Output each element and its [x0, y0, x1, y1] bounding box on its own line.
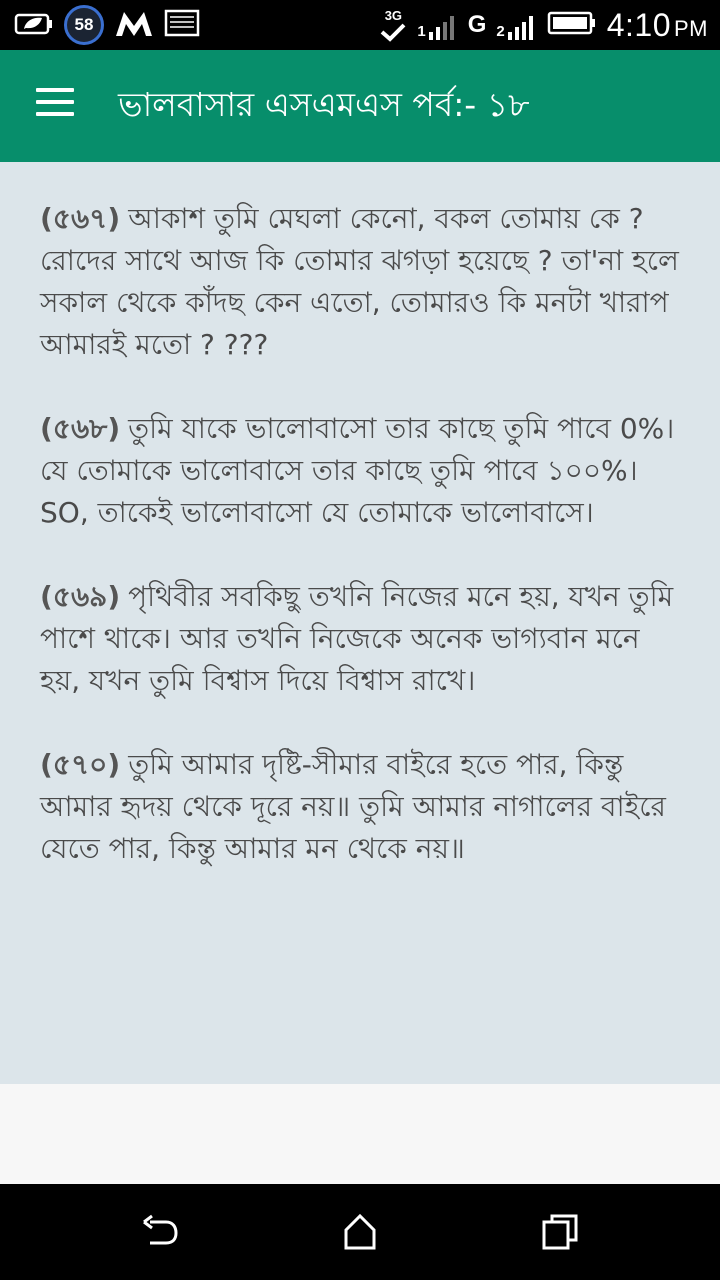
empty-area: [0, 1084, 720, 1184]
image-icon: [164, 9, 200, 41]
recents-icon[interactable]: [538, 1210, 582, 1254]
network-g-label: G: [467, 11, 487, 38]
signal-2-icon: 2: [496, 10, 536, 40]
status-bar-right: [379, 4, 708, 46]
sms-number: (৫৬৭): [40, 202, 121, 235]
sms-text: তুমি আমার দৃষ্টি-সীমার বাইরে হতে পার, কিন্তু আমার হৃদয় থেকে দূরে নয়॥ তুমি আমার নাগালের বাইরে যেতে পার, কিন্তু আমার মন থেকে নয়॥: [40, 748, 666, 865]
3g-check-icon: 3G: [379, 9, 407, 42]
battery-icon: [547, 10, 597, 40]
back-icon[interactable]: [138, 1210, 182, 1254]
app-bar: [0, 50, 720, 162]
list-item: [40, 576, 680, 702]
clock: 4:10 PM: [606, 6, 708, 43]
list-item: [40, 198, 680, 366]
list-item: [40, 408, 680, 534]
sms-text: আকাশ তুমি মেঘলা কেনো, বকল তোমায় কে ?রোদের সাথে আজ কি তোমার ঝগড়া হয়েছে ? তা'না হলে সকাল থেকে কাঁদছ কেন এতো, তোমারও কি মনটা খারাপ আমারই মতো ? ???: [40, 202, 679, 361]
signal-1-icon: 1: [417, 10, 457, 40]
mx-app-icon: [114, 8, 154, 42]
page-title: ভালবাসার এসএমএস পর্ব:- ১৮: [118, 85, 530, 124]
notification-count-badge: 58: [64, 5, 104, 45]
sms-list: [0, 162, 720, 870]
navigation-bar: [0, 1184, 720, 1280]
sms-text: তুমি যাকে ভালোবাসো তার কাছে তুমি পাবে 0%।যে তোমাকে ভালোবাসে তার কাছে তুমি পাবে ১০০%।SO, তাকেই ভালোবাসো যে তোমাকে ভালোবাসে।: [40, 412, 675, 529]
hamburger-menu-icon[interactable]: [36, 88, 76, 122]
sms-text: পৃথিবীর সবকিছু তখনি নিজের মনে হয়, যখন তুমি পাশে থাকে। আর তখনি নিজেকে অনেক ভাগ্যবান মনে হয়, যখন তুমি বিশ্বাস দিয়ে বিশ্বাস রাখে।: [40, 580, 674, 697]
home-icon[interactable]: [338, 1210, 382, 1254]
sms-number: (৫৭০): [40, 748, 121, 781]
leaf-battery-icon: [14, 9, 54, 41]
status-bar: [0, 0, 720, 50]
sms-number: (৫৬৯): [40, 580, 121, 613]
list-item: [40, 744, 680, 870]
status-bar-left: [14, 6, 200, 44]
sms-number: (৫৬৮): [40, 412, 121, 445]
message-content[interactable]: [0, 162, 720, 1084]
